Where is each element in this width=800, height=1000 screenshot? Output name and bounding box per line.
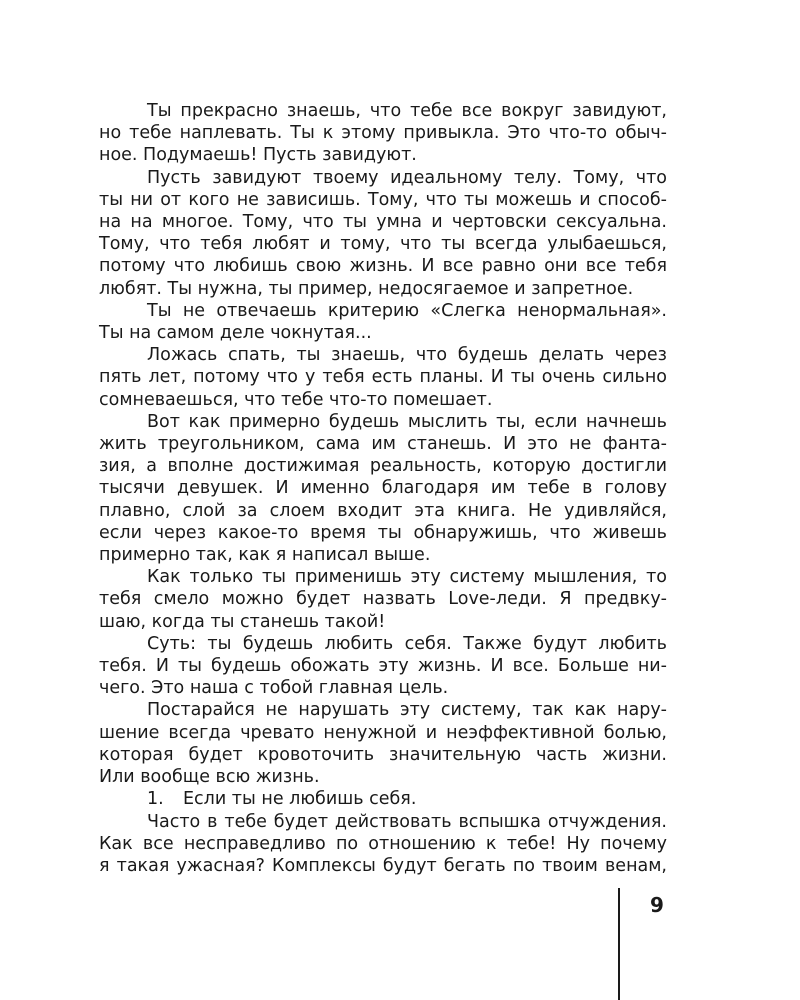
text-line: ты ни от кого не зависишь. Тому, что ты можешь и способ- [99,189,667,210]
paragraph [99,811,667,878]
text-line: но тебе наплевать. Ты к этому привыкла. Это что-то обыч- [99,123,667,144]
text-line: Тому, что тебя любят и тому, что ты всегда улыбаешься, [99,234,667,255]
text-line: которая будет кровоточить значительную часть жизни. [99,744,667,765]
text-line: плавно, слой за слоем входит эта книга. Не удивляйся, [99,500,667,521]
text-line: тебя смело можно будет назвать Love-леди. Я предвку- [99,589,667,610]
paragraph [99,167,667,300]
paragraph [99,633,667,700]
text-line: сомневаешься, что тебе что-то помешает. [99,389,493,410]
text-line: я такая ужасная? Комплексы будут бегать по твоим венам, [99,855,667,876]
text-line: Часто в тебе будет действовать вспышка отчуждения. [147,811,667,832]
text-line: жить треугольником, сама им станешь. И это не фанта- [99,434,667,455]
list-item [99,788,667,810]
text-line: зия, а вполне достижимая реальность, которую достигли [99,456,667,477]
text-line: тысячи девушек. И именно благодаря им тебе в голову [99,478,667,499]
text-line: Постарайся не нарушать эту систему, так как нару- [147,700,667,721]
text-line: тебя. И ты будешь обожать эту жизнь. И все. Больше ни- [99,656,667,677]
text-line: Ты на самом деле чокнутая... [99,323,372,344]
text-line: Ты прекрасно знаешь, что тебе все вокруг завидуют, [147,101,667,121]
text-line: любят. Ты нужна, ты пример, недосягаемое и запретное. [99,278,634,299]
text-line: пять лет, потому что у тебя есть планы. И ты очень сильно [99,367,667,388]
text-line: шение всегда чревато ненужной и неэффективной болью, [99,722,667,743]
list-line [99,788,667,810]
paragraph [99,344,667,411]
text-line: если через какое-то время ты обнаружишь, что живешь [99,522,667,543]
text-line: ное. Подумаешь! Пусть завидуют. [99,145,417,166]
paragraph [99,100,667,167]
text-line: Ты не отвечаешь критерию «Слегка ненормальная». [147,300,667,321]
text-line: потому что любишь свою жизнь. И все равно они все тебя [99,256,667,277]
text-line: Ложась спать, ты знаешь, что будешь делать через [147,345,667,366]
list-number: 1. [147,789,164,810]
text-line: на на многое. Тому, что ты умна и чертовски сексуальна. [99,212,667,233]
page-number: 9 [650,893,664,917]
paragraph [99,566,667,633]
list-text: Если ты не любишь себя. [183,789,417,810]
page-number-rule [618,888,620,1000]
text-line: чего. Это наша с тобой главная цель. [99,678,449,699]
text-line: Как все несправедливо по отношению к тебе! Ну почему [99,833,667,854]
text-line: Как только ты применишь эту систему мышления, то [147,567,667,588]
body-text [99,100,667,877]
text-line: примерно так, как я написал выше. [99,545,431,566]
text-line: шаю, когда ты станешь такой! [99,611,386,632]
text-line: Пусть завидуют твоему идеальному телу. Тому, что [147,167,667,188]
paragraph [99,411,667,566]
text-line: Вот как примерно будешь мыслить ты, если начнешь [147,411,667,432]
text-line: Суть: ты будешь любить себя. Также будут любить [147,633,667,654]
text-line: Или вообще всю жизнь. [99,767,320,788]
paragraph [99,699,667,788]
paragraph [99,300,667,344]
